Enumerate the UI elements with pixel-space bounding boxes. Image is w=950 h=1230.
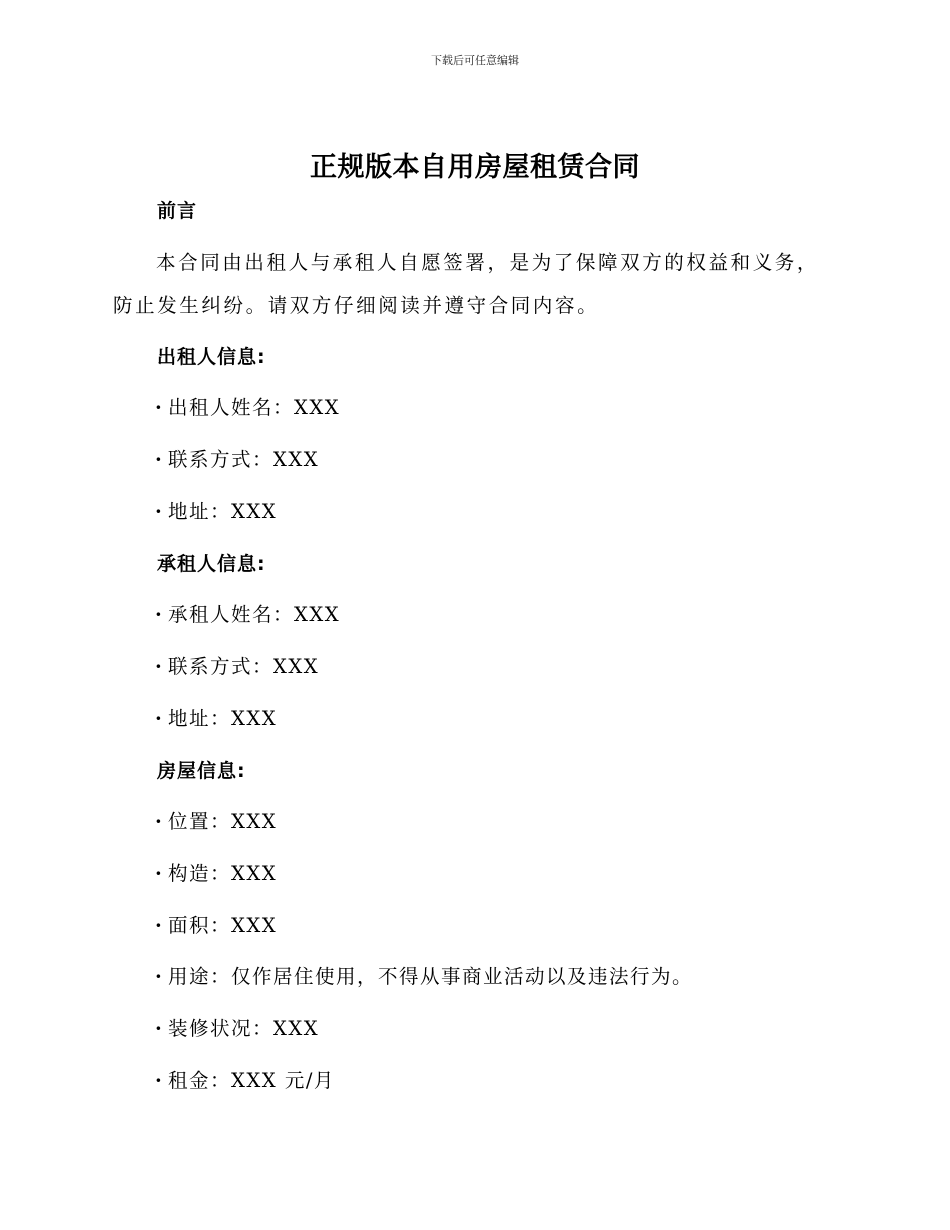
- lessor-address: 地址：XXX: [168, 500, 278, 523]
- section-heading-preface: 前言: [157, 200, 198, 222]
- list-item: [155, 447, 319, 473]
- preface-paragraph: 本合同由出租人与承租人自愿签署，是为了保障双方的权益和义务，防止发生纠纷。请双方仔细阅读并遵守合同内容。: [113, 251, 820, 317]
- bullet-icon: ·: [155, 655, 164, 678]
- list-item: [155, 706, 277, 732]
- list-item: [155, 964, 693, 990]
- bullet-icon: ·: [155, 862, 164, 885]
- list-item: [155, 499, 277, 525]
- list-item: [155, 602, 340, 628]
- list-item: [155, 1016, 319, 1042]
- lessor-name: 出租人姓名：XXX: [168, 396, 341, 419]
- list-item: [155, 809, 277, 835]
- bullet-icon: ·: [155, 965, 164, 988]
- house-area: 面积：XXX: [168, 914, 278, 937]
- lessee-name: 承租人姓名：XXX: [168, 603, 341, 626]
- page-header-note: 下载后可任意编辑: [431, 54, 519, 67]
- list-item: [155, 861, 277, 887]
- bullet-icon: ·: [155, 603, 164, 626]
- list-item: [155, 1068, 335, 1094]
- bullet-icon: ·: [155, 500, 164, 523]
- lessor-contact: 联系方式：XXX: [168, 448, 320, 471]
- section-heading-lessee: 承租人信息:: [157, 553, 266, 575]
- bullet-icon: ·: [155, 1069, 164, 1092]
- list-item: [155, 913, 277, 939]
- house-rent: 租金：XXX 元/月: [168, 1069, 335, 1092]
- bullet-icon: ·: [155, 396, 164, 419]
- house-decoration: 装修状况：XXX: [168, 1017, 320, 1040]
- lessee-contact: 联系方式：XXX: [168, 655, 320, 678]
- bullet-icon: ·: [155, 448, 164, 471]
- bullet-icon: ·: [155, 707, 164, 730]
- lessee-address: 地址：XXX: [168, 707, 278, 730]
- house-location: 位置：XXX: [168, 810, 278, 833]
- bullet-icon: ·: [155, 1017, 164, 1040]
- section-heading-lessor: 出租人信息:: [157, 346, 266, 368]
- bullet-icon: ·: [155, 914, 164, 937]
- house-structure: 构造：XXX: [168, 862, 278, 885]
- document-title: 正规版本自用房屋租赁合同: [310, 152, 640, 183]
- list-item: [155, 654, 319, 680]
- list-item: [155, 395, 340, 421]
- house-usage: 用途：仅作居住使用，不得从事商业活动以及违法行为。: [168, 965, 694, 988]
- section-heading-house: 房屋信息:: [157, 760, 246, 782]
- bullet-icon: ·: [155, 810, 164, 833]
